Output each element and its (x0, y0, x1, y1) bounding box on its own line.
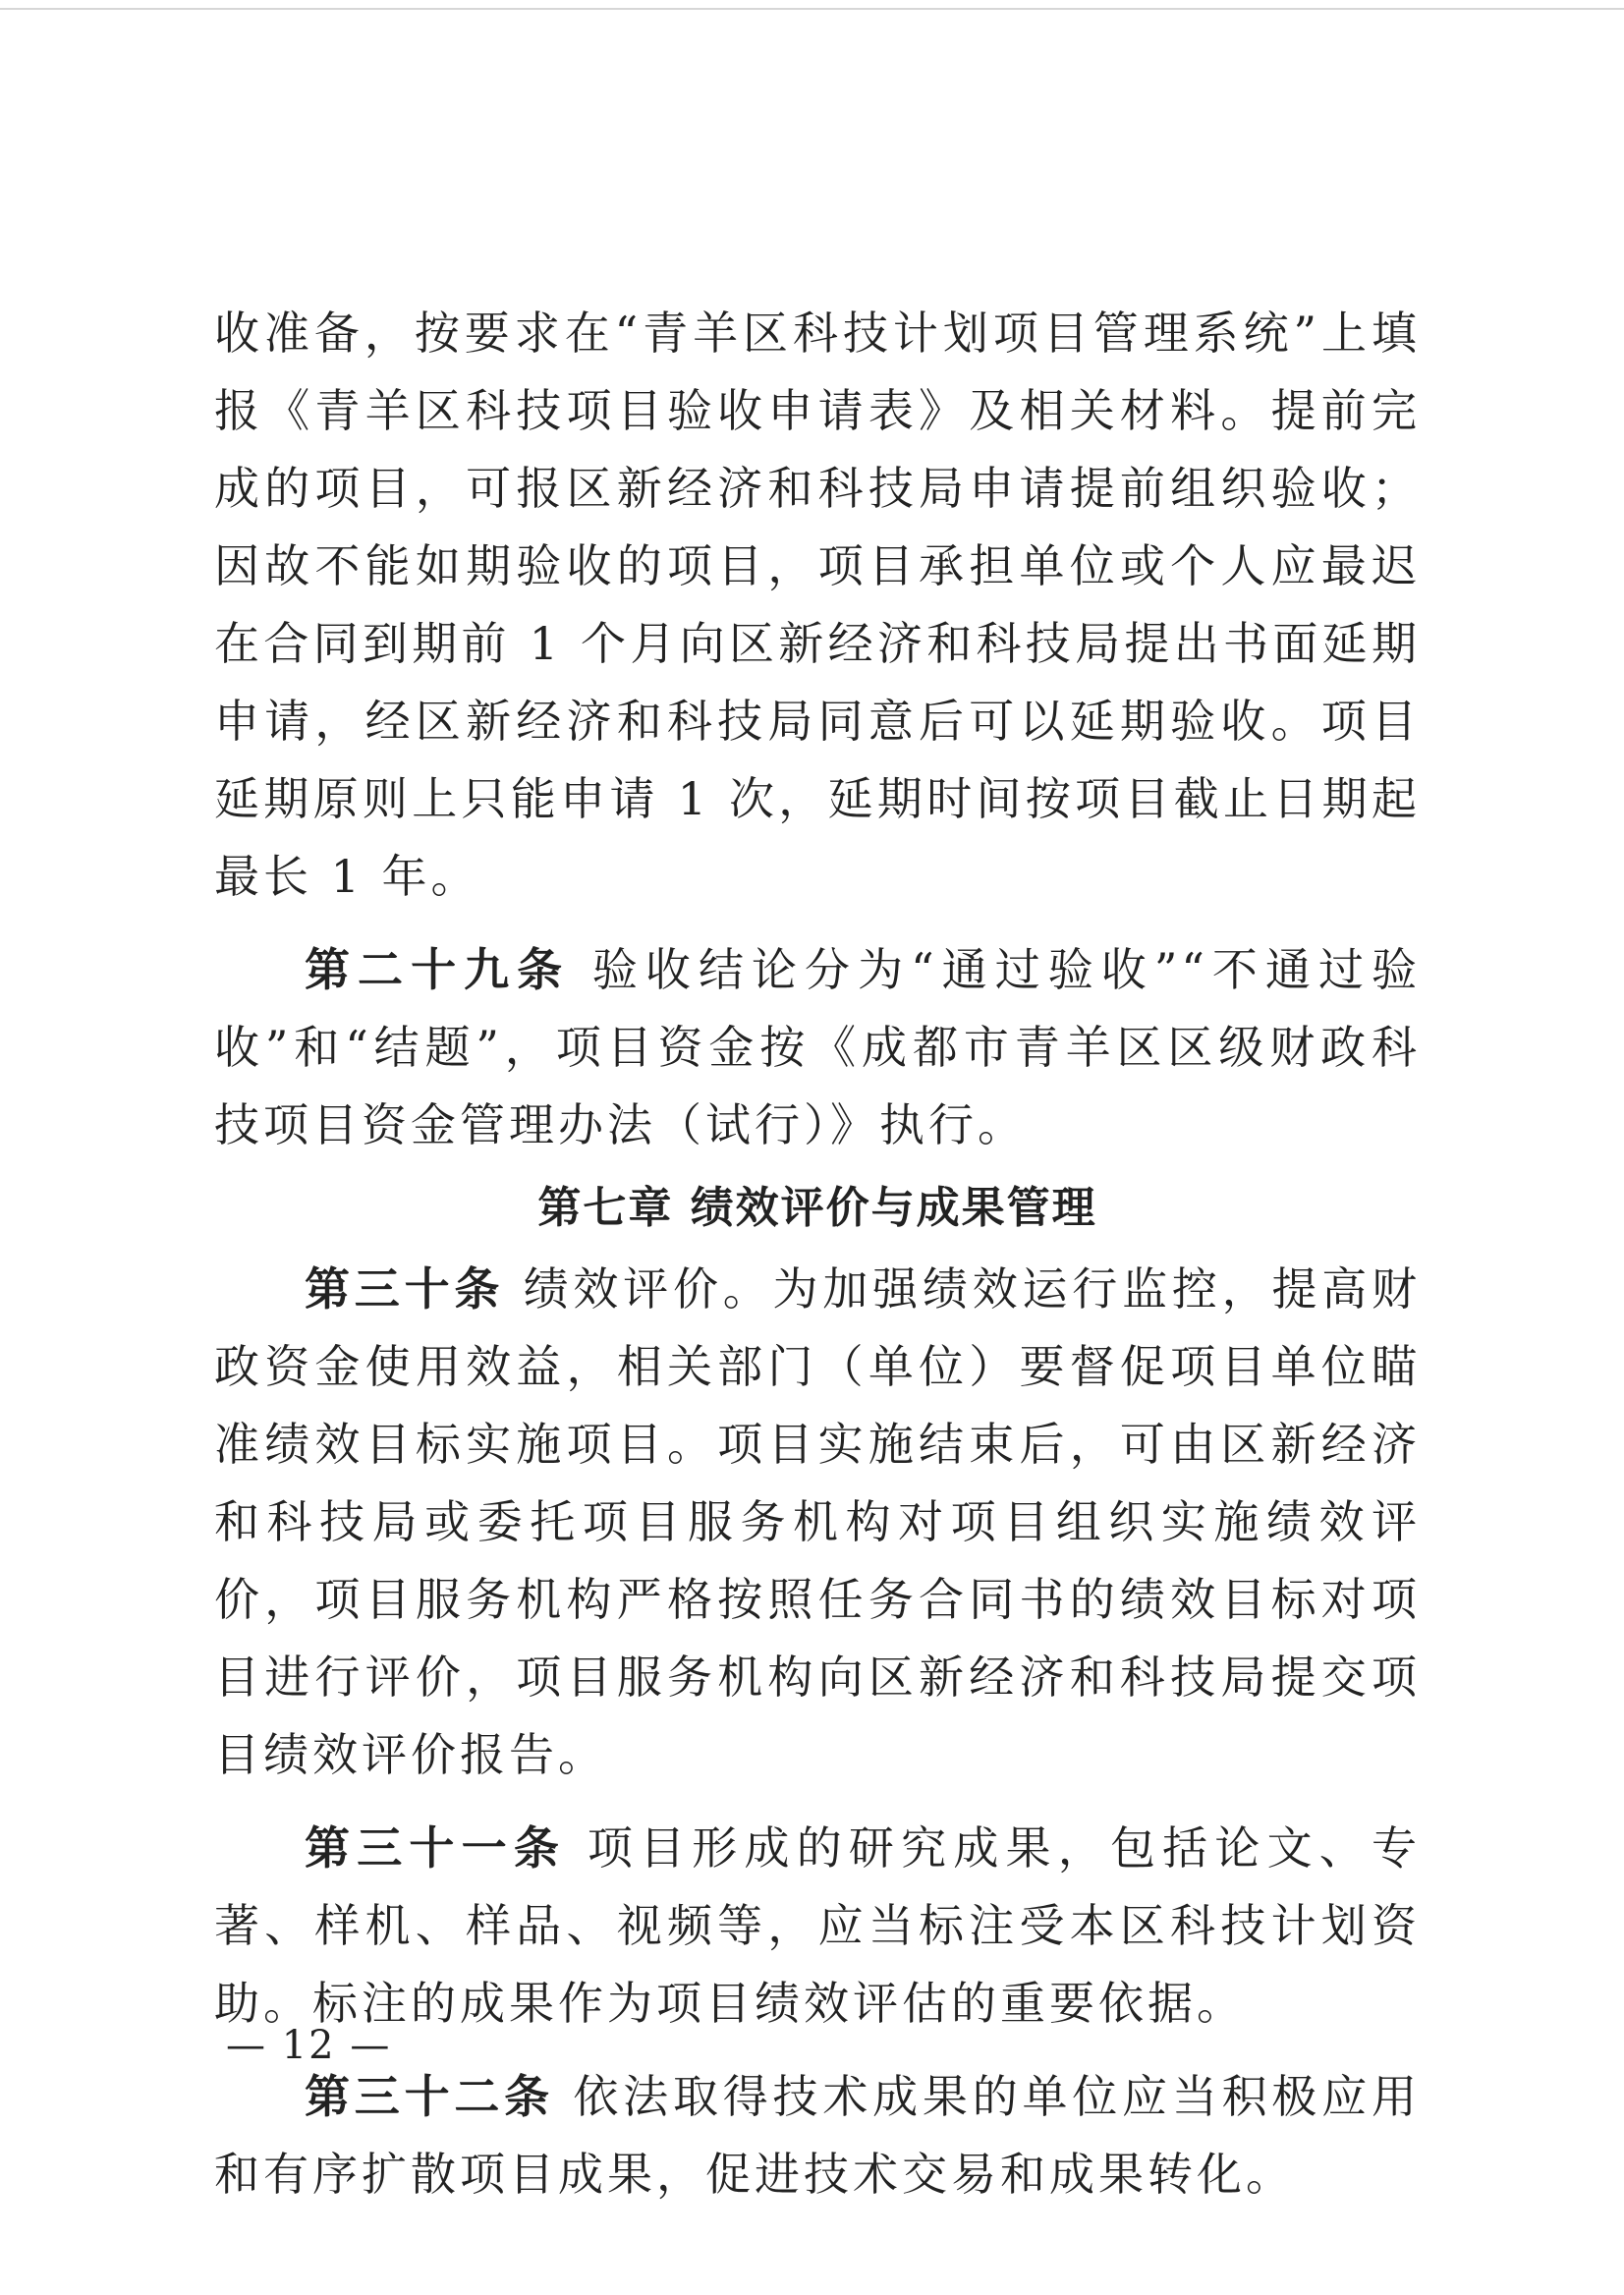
paragraph-text: 收准备，按要求在“青羊区科技计划项目管理系统”上填报《青羊区科技项目验收申请表》及相关材料。提前完成的项目，可报区新经济和科技局申请提前组织验收；因故不能如期验收的项目，项目承担单位或个人应最迟在合同到期前 1 个月向区新经济和科技局提出书面延期申请，经区新经济和科技局同意后可以延期验收。项目延期原则上只能申请 1 次，延期时间按项目截止日期起最长 1 年。 (214, 307, 1421, 903)
article-31 (214, 1810, 1421, 2043)
article-heading: 第三十二条 (305, 2070, 554, 2123)
article-text: 绩效评价。为加强绩效运行监控，提高财政资金使用效益，相关部门（单位）要督促项目单位瞄准绩效目标实施项目。项目实施结束后，可由区新经济和科技局或委托项目服务机构对项目组织实施绩效评价，项目服务机构严格按照任务合同书的绩效目标对项目进行评价，项目服务机构向区新经济和科技局提交项目绩效评价报告。 (214, 1262, 1422, 1781)
chapter-title: 第七章 绩效评价与成果管理 (537, 1183, 1097, 1233)
article-text: 验收结论分为“通过验收”“不通过验收”和“结题”，项目资金按《成都市青羊区区级财政科技项目资金管理办法（试行）》执行。 (214, 943, 1422, 1151)
article-heading: 第二十九条 (305, 943, 571, 996)
article-heading: 第三十一条 (305, 1821, 567, 1875)
article-text: 项目形成的研究成果，包括论文、专著、样机、样品、视频等，应当标注受本区科技计划资助。标注的成果作为项目绩效评估的重要依据。 (214, 1821, 1422, 2030)
document-body (214, 295, 1421, 2213)
paragraph-continuation (214, 295, 1421, 916)
article-32 (214, 2058, 1421, 2213)
page-number: — 12 — (226, 2023, 392, 2068)
article-heading: 第三十条 (305, 1262, 505, 1315)
top-edge-line (0, 8, 1624, 10)
article-29 (214, 931, 1421, 1164)
article-30 (214, 1251, 1421, 1794)
article-text: 依法取得技术成果的单位应当积极应用和有序扩散项目成果，促进技术交易和成果转化。 (214, 2070, 1422, 2201)
